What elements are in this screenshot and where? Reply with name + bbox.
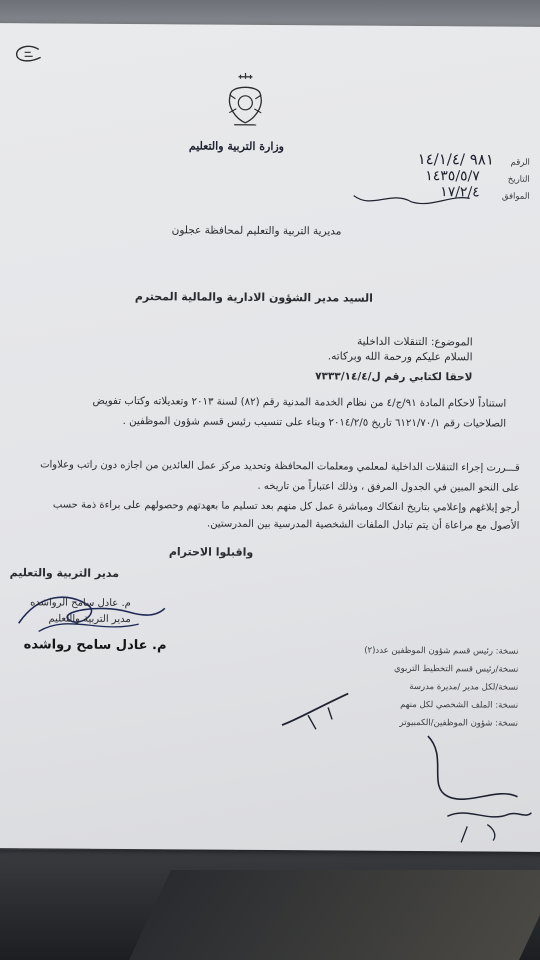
paragraph-1-line-1: استناداً لاحكام المادة ٩١/ج/٤ من نظام الخدمة المدنية رقم (٨٢) لسنة ٢٠١٣ وتعديلاته وكتاب تفويض xyxy=(92,395,507,410)
signature-name-small: م. عادل سامح الرواشده xyxy=(30,597,131,610)
reference-line: لاحقا لكتابي رقم ل/٧٣٣٣/١٤/٤ xyxy=(315,370,473,384)
cc-line-3: نسخة/لكل مدير /مديرة مدرسة xyxy=(409,681,519,693)
signature-title: مدير التربية والتعليم xyxy=(9,566,120,580)
corner-handwritten-mark xyxy=(11,43,45,65)
paragraph-3-line-2: الأصول مع مراعاة أن يتم تبادل الملفات الشخصية المدرسية بين المدرستين. xyxy=(206,518,520,532)
muwafiq-label: الموافق xyxy=(501,191,530,202)
paragraph-1-line-2: الصلاحيات رقم ٦١٢١/٧٠/١ تاريخ ٢٠١٤/٢/٥ وبناء على تنسيب رئيس قسم شؤون الموظفين . xyxy=(122,415,507,430)
directorate-name: مديرية التربية والتعليم لمحافظة عجلون xyxy=(171,224,342,238)
paragraph-2-line-2: على النحو المبين في الجدول المرفق ، وذلك اعتباراً من تاريخه . xyxy=(257,480,520,494)
cc-line-5: نسخة: شؤون الموظفين/الكمبيوتر xyxy=(399,717,519,729)
muwafiq-value: ١٧/٢/٤ xyxy=(440,184,480,201)
bottom-signature-scribble xyxy=(407,726,538,847)
signature-stamp-name: م. عادل سامح رواشده xyxy=(23,637,167,654)
cc-line-1: نسخة: رئيس قسم شؤون الموظفين عدد(٢) xyxy=(364,645,519,657)
cc-line-2: نسخة/رئيس قسم التخطيط التربوي xyxy=(393,663,519,675)
date-label: التاريخ xyxy=(507,174,530,185)
coat-of-arms-icon xyxy=(224,73,266,143)
paragraph-3-line-1: أرجو إبلاغهم وإعلامي بتاريخ انفكاك ومباشرة عمل كل منهم بعد تسليم ما بعهدتهم وحصولهم على براءة ذمة حسب xyxy=(52,499,520,514)
ministry-name: وزارة التربية والتعليم xyxy=(188,139,285,154)
ref-value: ٩٨١ /١٤/١/٤ xyxy=(417,150,495,169)
cc-line-4: نسخة: الملف الشخصي لكل منهم xyxy=(400,699,519,711)
handwritten-underline xyxy=(352,188,472,213)
signature-title-small: مدير التربية والتعليم xyxy=(48,613,131,626)
paragraph-2-line-1: قـــررت إجراء التنقلات الداخلية لمعلمي ومعلمات المحافظة وتحديد مركز عمل العائدين من اجازه دون راتب وعلاوات xyxy=(40,459,520,474)
background-floor-tile xyxy=(129,870,540,960)
greeting: السلام عليكم ورحمة الله وبركاته. xyxy=(327,350,473,364)
closing: واقبلوا الاحترام xyxy=(168,545,254,559)
addressee: السيد مدير الشؤون الادارية والمالية المحترم xyxy=(134,290,374,305)
ref-label: الرقم xyxy=(510,157,530,168)
subject-line: الموضوع: التنقلات الداخلية xyxy=(356,335,473,349)
official-letter xyxy=(0,23,540,852)
handwritten-mark xyxy=(278,685,358,736)
date-value: ١٤٣٥/٥/٧ xyxy=(425,168,480,185)
